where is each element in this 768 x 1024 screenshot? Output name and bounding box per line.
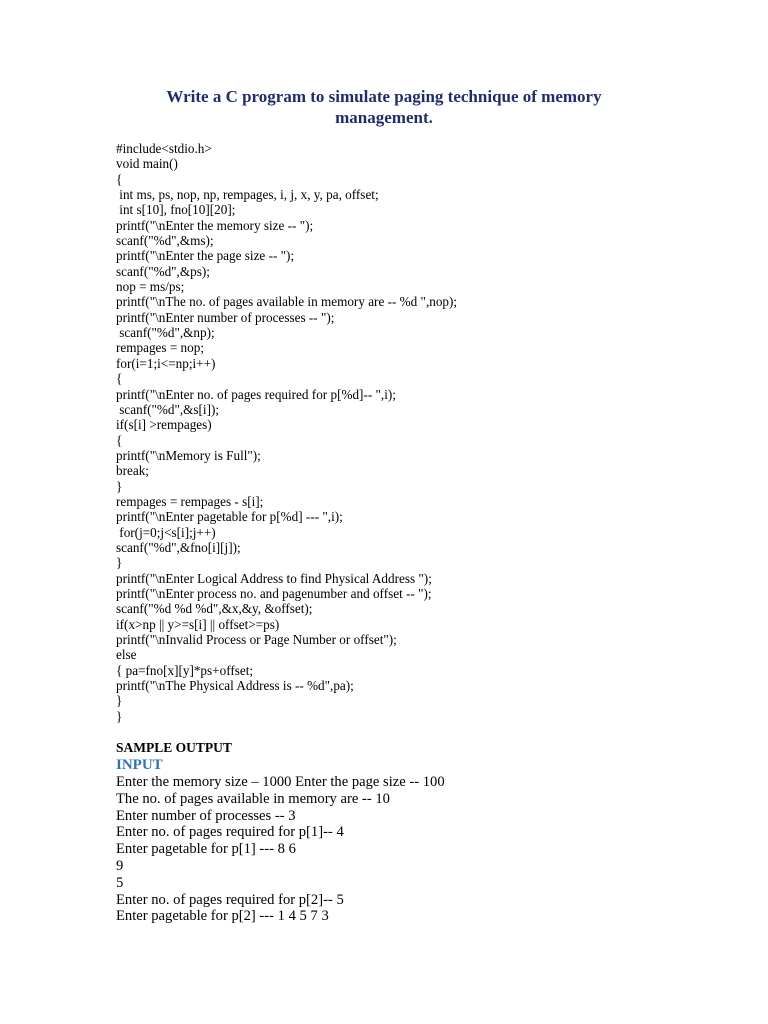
- code-line: {: [116, 171, 123, 187]
- code-line: void main(): [116, 156, 178, 172]
- code-line: }: [116, 555, 123, 571]
- code-listing: [116, 141, 736, 724]
- title-line-1: Write a C program to simulate paging technique of memory: [166, 87, 602, 106]
- sample-output-lines: [116, 774, 736, 925]
- code-line: scanf("%d",&s[i]);: [116, 401, 220, 417]
- code-line: #include<stdio.h>: [116, 141, 212, 156]
- output-line: The no. of pages available in memory are -- 10: [116, 790, 390, 807]
- code-line: printf("\nMemory is Full");: [116, 447, 261, 463]
- code-line: }: [116, 693, 123, 709]
- code-line: printf("\nEnter number of processes -- ");: [116, 309, 335, 325]
- sample-output-heading: SAMPLE OUTPUT: [116, 740, 232, 755]
- page-title: [116, 86, 652, 128]
- code-line: {: [116, 371, 123, 387]
- code-line: if(x>np || y>=s[i] || offset>=ps): [116, 616, 280, 632]
- code-line: for(i=1;i<=np;i++): [116, 355, 216, 371]
- code-line: rempages = rempages - s[i];: [116, 493, 264, 509]
- code-line: nop = ms/ps;: [116, 279, 185, 295]
- code-line: }: [116, 478, 123, 494]
- output-line: 5: [116, 874, 124, 891]
- code-line: printf("\nEnter pagetable for p[%d] --- ",i);: [116, 509, 343, 525]
- code-line: rempages = nop;: [116, 340, 205, 356]
- code-line: scanf("%d %d %d",&x,&y, &offset);: [116, 601, 313, 617]
- code-line: else: [116, 647, 137, 663]
- code-line: int s[10], fno[10][20];: [116, 202, 236, 218]
- output-line: 9: [116, 857, 124, 874]
- code-line: if(s[i] >rempages): [116, 417, 212, 433]
- code-line: { pa=fno[x][y]*ps+offset;: [116, 662, 254, 678]
- code-line: printf("\nEnter Logical Address to find Physical Address ");: [116, 570, 432, 586]
- code-line: }: [116, 708, 123, 724]
- code-line: printf("\nInvalid Process or Page Number or offset");: [116, 632, 397, 647]
- output-line: Enter the memory size – 1000 Enter the page size -- 100: [116, 774, 445, 790]
- code-line: printf("\nEnter process no. and pagenumber and offset -- ");: [116, 585, 432, 601]
- title-line-2: management.: [335, 108, 433, 127]
- output-line: Enter no. of pages required for p[2]-- 5: [116, 891, 344, 908]
- code-line: for(j=0;j<s[i];j++): [116, 524, 216, 540]
- code-line: printf("\nEnter the page size -- ");: [116, 248, 295, 264]
- output-line: Enter number of processes -- 3: [116, 807, 296, 824]
- output-line: Enter pagetable for p[1] --- 8 6: [116, 841, 296, 858]
- code-line: scanf("%d",&ps);: [116, 263, 210, 279]
- code-line: {: [116, 432, 123, 448]
- code-line: printf("\nEnter the memory size -- ");: [116, 217, 314, 233]
- sample-output-section: [116, 739, 736, 925]
- code-line: break;: [116, 463, 149, 479]
- output-line: Enter pagetable for p[2] --- 1 4 5 7 3: [116, 908, 329, 925]
- output-line: Enter no. of pages required for p[1]-- 4: [116, 824, 344, 841]
- code-line: scanf("%d",&fno[i][j]);: [116, 539, 241, 555]
- input-heading: INPUT: [116, 757, 163, 773]
- code-line: printf("\nThe no. of pages available in memory are -- %d ",nop);: [116, 294, 458, 310]
- code-line: scanf("%d",&np);: [116, 325, 215, 341]
- code-line: printf("\nThe Physical Address is -- %d",pa);: [116, 678, 354, 694]
- code-line: scanf("%d",&ms);: [116, 233, 214, 249]
- code-line: int ms, ps, nop, np, rempages, i, j, x, y, pa, offset;: [116, 187, 379, 203]
- code-line: printf("\nEnter no. of pages required for p[%d]-- ",i);: [116, 386, 396, 402]
